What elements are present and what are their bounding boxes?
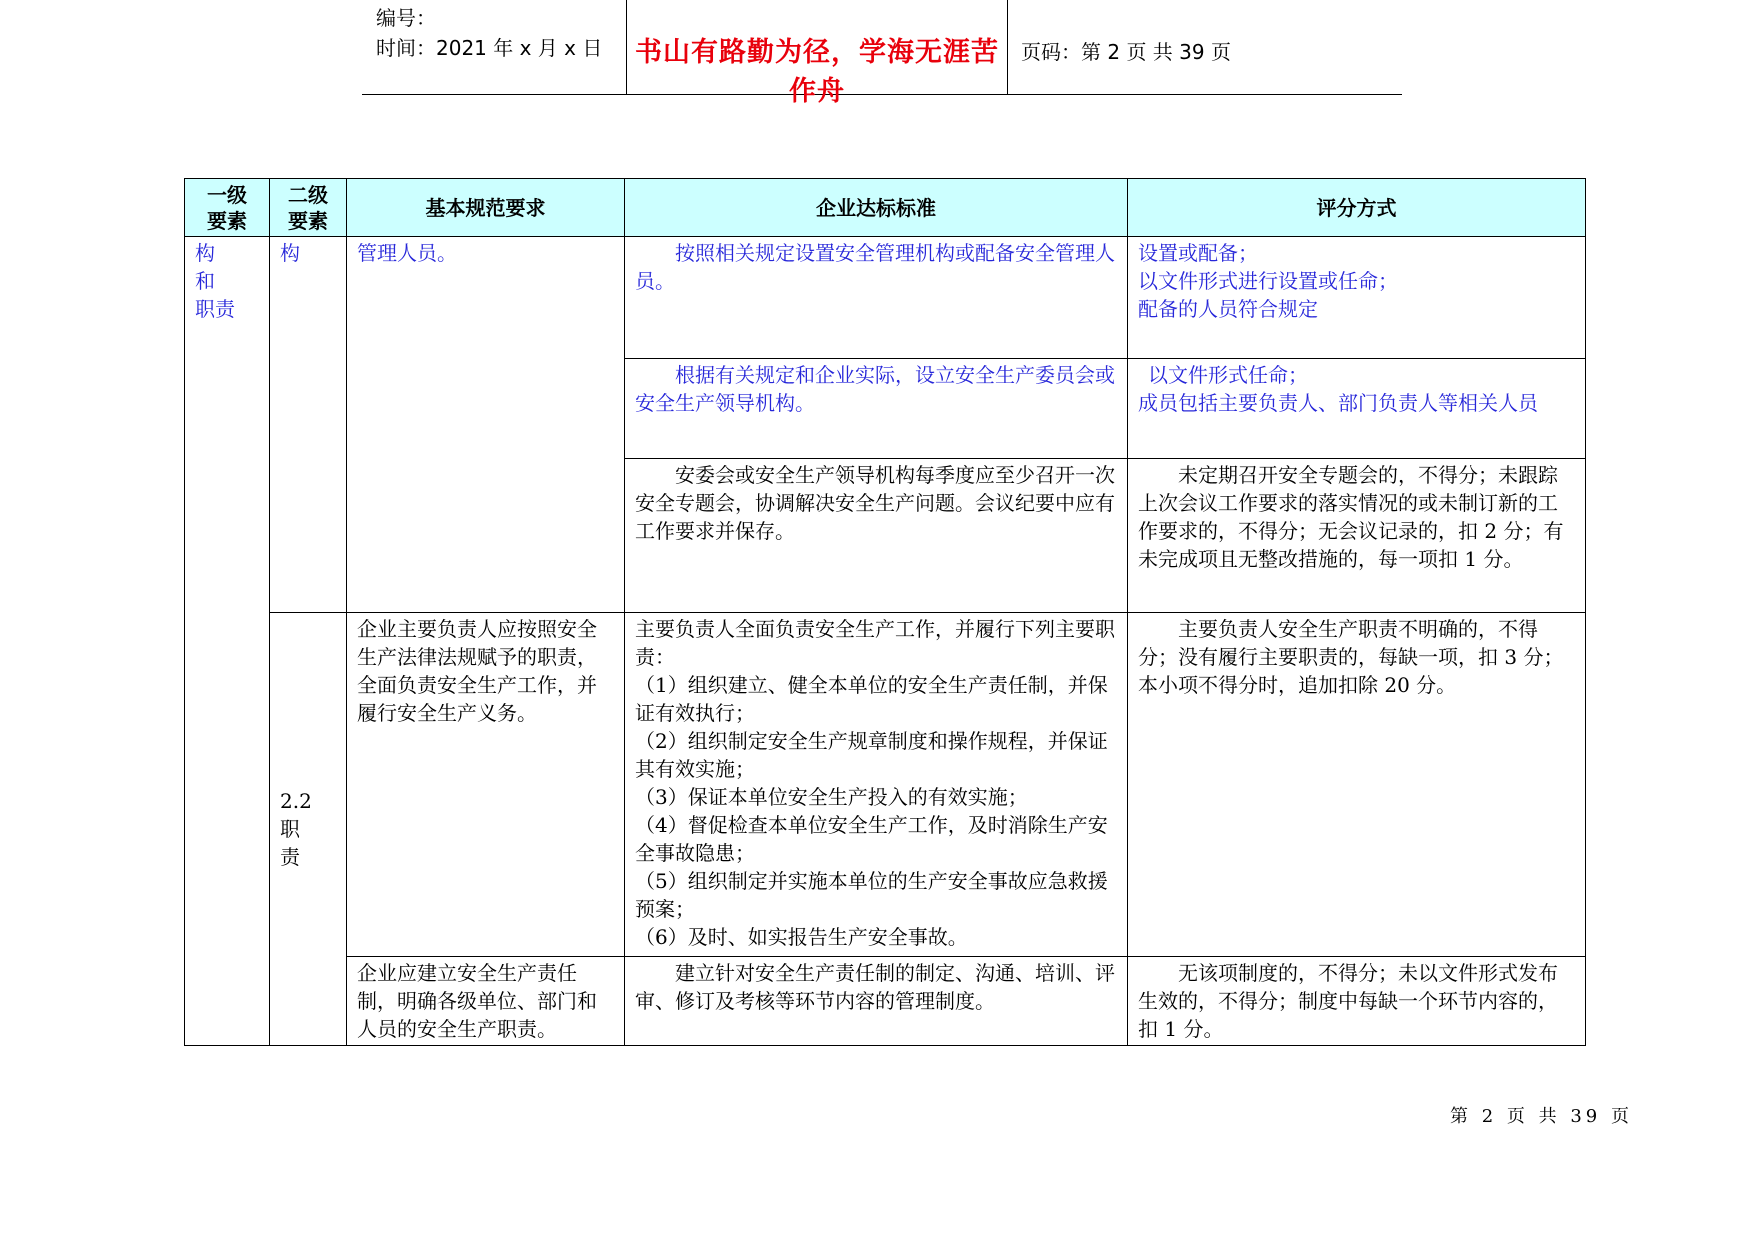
- standard-item: （5）组织制定并实施本单位的生产安全事故应急救援预案；: [635, 869, 1108, 921]
- scoring-line: 以文件形式任命；: [1148, 363, 1308, 387]
- standard-item: （1）组织建立、健全本单位的安全生产责任制，并保证有效执行；: [635, 673, 1108, 725]
- standard-intro: 主要负责人全面负责安全生产工作，并履行下列主要职责：: [635, 617, 1115, 669]
- scoring-cell: [1128, 359, 1586, 459]
- col-header-standard: 企业达标标准: [625, 179, 1128, 237]
- level1-line2: 职责: [195, 297, 235, 321]
- col-header-basic: 基本规范要求: [347, 179, 625, 237]
- page-header: [362, 0, 1402, 107]
- standard-cell: 安委会或安全生产领导机构每季度应至少召开一次安全专题会，协调解决安全生产问题。会议纪要中应有工作要求并保存。: [625, 459, 1128, 613]
- time-label: 时间：2021 年 x 月 x 日: [376, 36, 603, 60]
- standard-item: （3）保证本单位安全生产投入的有效实施；: [635, 785, 1028, 809]
- level2-cell-duty: [270, 613, 347, 1046]
- level2-cell-structure: 构: [270, 237, 347, 613]
- standard-cell: 按照相关规定设置安全管理机构或配备安全管理人员。: [625, 237, 1128, 359]
- level1-cell: [185, 237, 270, 1046]
- motto: 书山有路勤为径，学海无涯苦作舟: [635, 37, 999, 107]
- standard-item: （6）及时、如实报告生产安全事故。: [635, 925, 968, 949]
- header-page-info: 页码：第 2 页 共 39 页: [1021, 40, 1231, 64]
- col-header-level1: [185, 179, 270, 237]
- number-label: 编号：: [376, 6, 436, 30]
- level2-duty-line1: 2.2 职: [280, 789, 312, 841]
- scoring-line: 设置或配备；: [1138, 241, 1258, 265]
- header-page-cell: [1007, 0, 1402, 94]
- col-header-level1-line2: 要素: [207, 208, 247, 233]
- basic-req-cell: 企业主要负责人应按照安全生产法律法规赋予的职责，全面负责安全生产工作，并履行安全生产义务。: [347, 613, 625, 957]
- basic-req-cell: 企业应建立安全生产责任制，明确各级单位、部门和人员的安全生产职责。: [347, 957, 625, 1046]
- header-meta: [362, 0, 626, 94]
- table-row: [185, 613, 1586, 957]
- level2-duty-line2: 责: [280, 845, 300, 869]
- scoring-cell: 未定期召开安全专题会的，不得分；未跟踪上次会议工作要求的落实情况的或未制订新的工作要求的，不得分；无会议记录的，扣 2 分；有未完成项且无整改措施的，每一项扣 1 分。: [1128, 459, 1586, 613]
- col-header-level2-line1: 二级: [288, 182, 328, 207]
- table-row: [185, 957, 1586, 1046]
- standard-cell: [625, 613, 1128, 957]
- scoring-line: 配备的人员符合规定: [1138, 297, 1318, 321]
- standard-item: （4）督促检查本单位安全生产工作，及时消除生产安全事故隐患；: [635, 813, 1108, 865]
- col-header-scoring: 评分方式: [1128, 179, 1586, 237]
- page-footer: 第 2 页 共 39 页: [1450, 1106, 1633, 1127]
- standards-table: [184, 178, 1586, 1046]
- scoring-cell: 主要负责人安全生产职责不明确的，不得分；没有履行主要职责的，每缺一项，扣 3 分；本小项不得分时，追加扣除 20 分。: [1128, 613, 1586, 957]
- basic-req-cell: 管理人员。: [347, 237, 625, 613]
- scoring-cell: 无该项制度的，不得分；未以文件形式发布生效的，不得分；制度中每缺一个环节内容的，扣 1 分。: [1128, 957, 1586, 1046]
- standard-item: （2）组织制定安全生产规章制度和操作规程，并保证其有效实施；: [635, 729, 1108, 781]
- col-header-level2-line2: 要素: [288, 208, 328, 233]
- scoring-cell: [1128, 237, 1586, 359]
- standard-cell: 建立针对安全生产责任制的制定、沟通、培训、评审、修订及考核等环节内容的管理制度。: [625, 957, 1128, 1046]
- table-row: [185, 237, 1586, 359]
- scoring-line: 以文件形式进行设置或任命；: [1138, 269, 1398, 293]
- col-header-level1-line1: 一级: [207, 182, 247, 207]
- level1-line1: 构 和: [195, 241, 247, 293]
- standard-cell: 根据有关规定和企业实际，设立安全生产委员会或安全生产领导机构。: [625, 359, 1128, 459]
- header-motto-cell: [626, 0, 1008, 107]
- table-header-row: [185, 179, 1586, 237]
- scoring-line: 成员包括主要负责人、部门负责人等相关人员: [1138, 391, 1538, 415]
- col-header-level2: [270, 179, 347, 237]
